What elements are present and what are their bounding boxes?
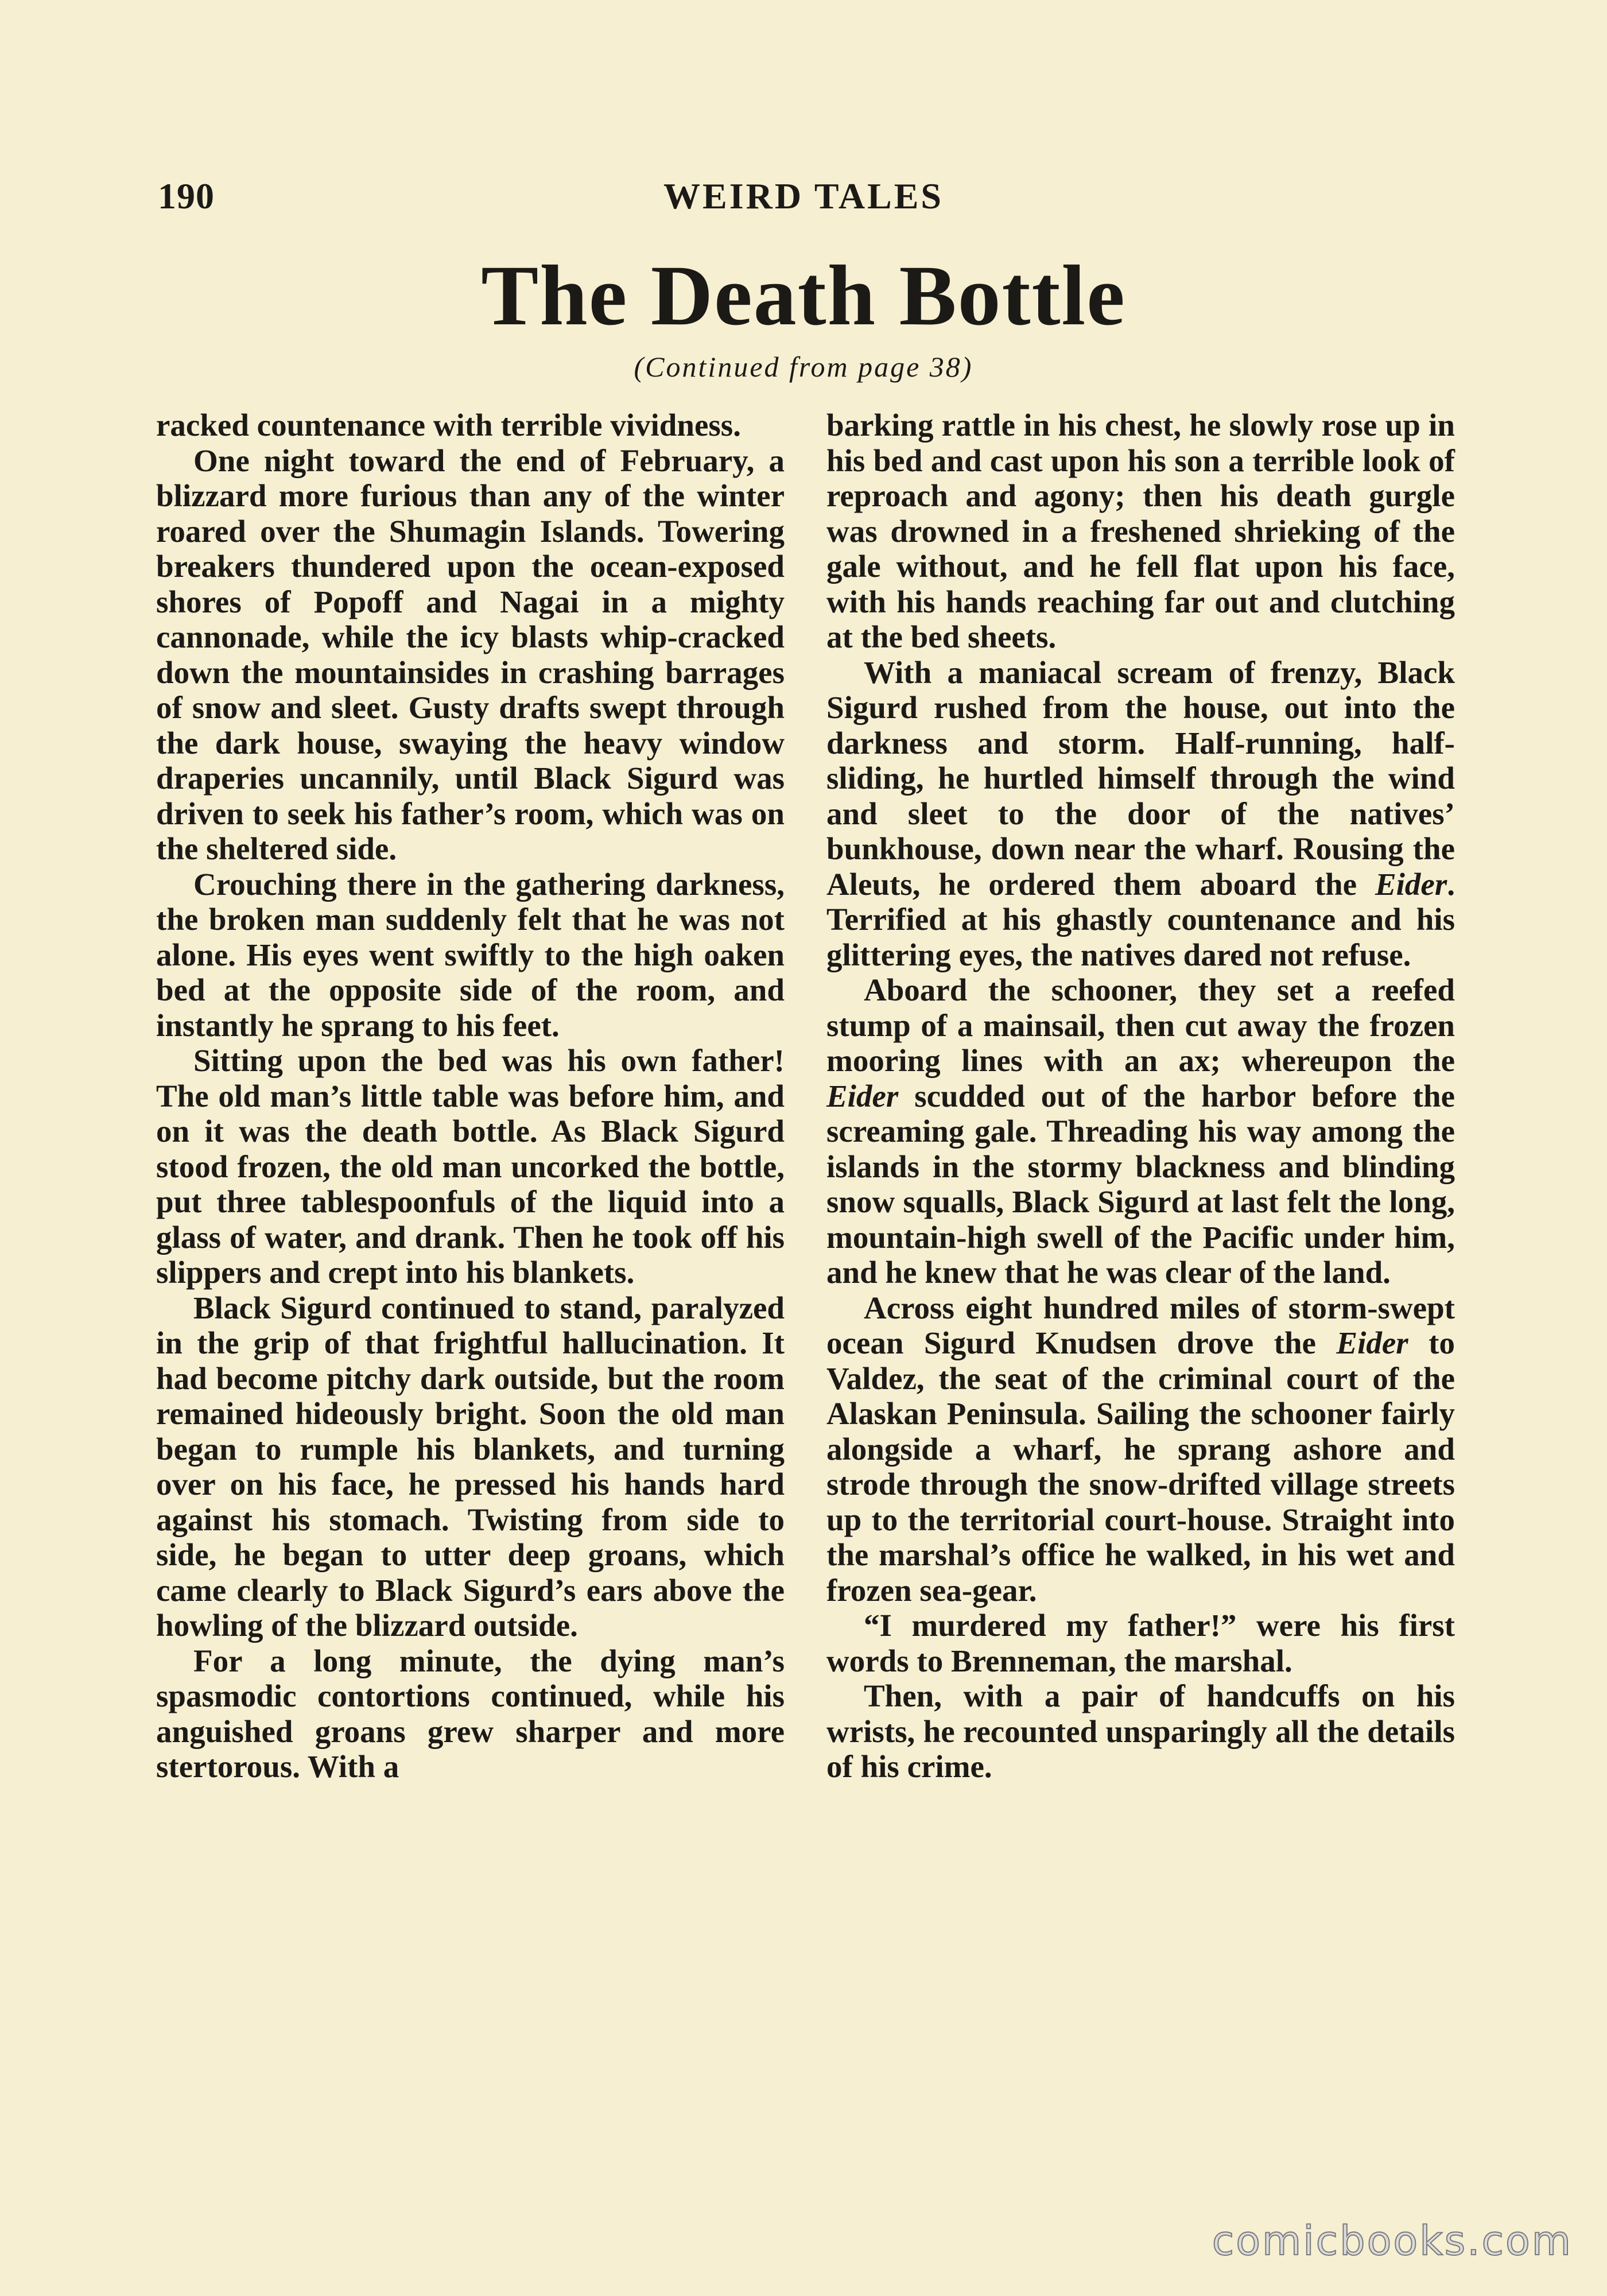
text-column-right: [826, 408, 1455, 1785]
page-number: 190: [158, 176, 215, 216]
paragraph: With a maniacal scream of frenzy, Black Sigurd rushed from the house, out into the darkness and storm. Half-running, half-sliding, he hurtled himself through the wind and sleet to the door of the natives’ bunkhouse, down near the wharf. Rousing the Aleuts, he ordered them aboard the Eider. Terrified at his ghastly countenance and his glittering eyes, the natives dared not refuse.: [826, 654, 1455, 972]
ship-name: Eider: [1336, 1325, 1408, 1360]
ship-name: Eider: [826, 1078, 899, 1114]
text-column-left: [156, 408, 785, 1785]
running-head: [158, 175, 1449, 221]
paragraph: One night toward the end of February, a blizzard more furious than any of the winter roared over the Shumagin Islands. Towering breakers thundered upon the ocean-exposed shores of Popoff and Nagai in a mighty cannonade, while the icy blasts whip-cracked down the mountainsides in crashing barrages of snow and sleet. Gusty drafts swept through the dark house, swaying the heavy window draperies uncannily, until Black Sigurd was driven to seek his father’s room, which was on the sheltered side.: [156, 443, 785, 866]
paragraph: Crouching there in the gathering darkness, the broken man suddenly felt that he was not alone. His eyes went swiftly to the high oaken bed at the opposite side of the room, and instantly he sprang to his feet.: [156, 866, 785, 1043]
paragraph: Sitting upon the bed was his own father! The old man’s little table was before him, and on it was the death bottle. As Black Sigurd stood frozen, the old man uncorked the bottle, put three tablespoonfuls of the liquid into a glass of water, and drank. Then he took off his slippers and crept into his blankets.: [156, 1043, 785, 1290]
watermark: comicbooks.com: [1212, 2217, 1573, 2264]
paragraph: Black Sigurd continued to stand, paralyzed in the grip of that frightful hallucination. It had become pitchy dark outside, but the room remained hideously bright. Soon the old man began to rumple his blankets, and turning over on his face, he pressed his hands hard against his stomach. Twisting from side to side, he began to utter deep groans, which came clearly to Black Sigurd’s ears above the howling of the blizzard outside.: [156, 1290, 785, 1643]
story-title: The Death Bottle: [481, 248, 1126, 343]
paragraph: Across eight hundred miles of storm-swept ocean Sigurd Knudsen drove the Eider to Valdez, the seat of the criminal court of the Alaskan Peninsula. Sailing the schooner fairly alongside a wharf, he sprang ashore and strode through the snow-drifted village streets up to the territorial court-house. Straight into the marshal’s office he walked, in his wet and frozen sea-gear.: [826, 1290, 1455, 1608]
ship-name: Eider: [1375, 866, 1447, 902]
paragraph: Aboard the schooner, they set a reefed stump of a mainsail, then cut away the frozen mooring lines with an ax; whereupon the Eider scudded out of the harbor before the screaming gale. Threading his way among the islands in the stormy blackness and blinding snow squalls, Black Sigurd at last felt the long, mountain-high swell of the Pacific under him, and he knew that he was clear of the land.: [826, 972, 1455, 1290]
paragraph: For a long minute, the dying man’s spasmodic contortions continued, while his anguished groans grew sharper and more stertorous. With a: [156, 1643, 785, 1784]
paragraph: barking rattle in his chest, he slowly rose up in his bed and cast upon his son a terrible look of reproach and agony; then his death gurgle was drowned in a freshened shrieking of the gale without, and he fell flat upon his face, with his hands reaching far out and clutching at the bed sheets.: [826, 408, 1455, 654]
magazine-title: WEIRD TALES: [663, 176, 944, 216]
paragraph: “I murdered my father!” were his first words to Brenneman, the marshal.: [826, 1608, 1455, 1678]
paragraph: racked countenance with terrible vividness.: [156, 408, 741, 443]
continued-note: (Continued from page 38): [634, 351, 973, 383]
paragraph: Then, with a pair of handcuffs on his wrists, he recounted unsparingly all the details of his crime.: [826, 1678, 1455, 1784]
